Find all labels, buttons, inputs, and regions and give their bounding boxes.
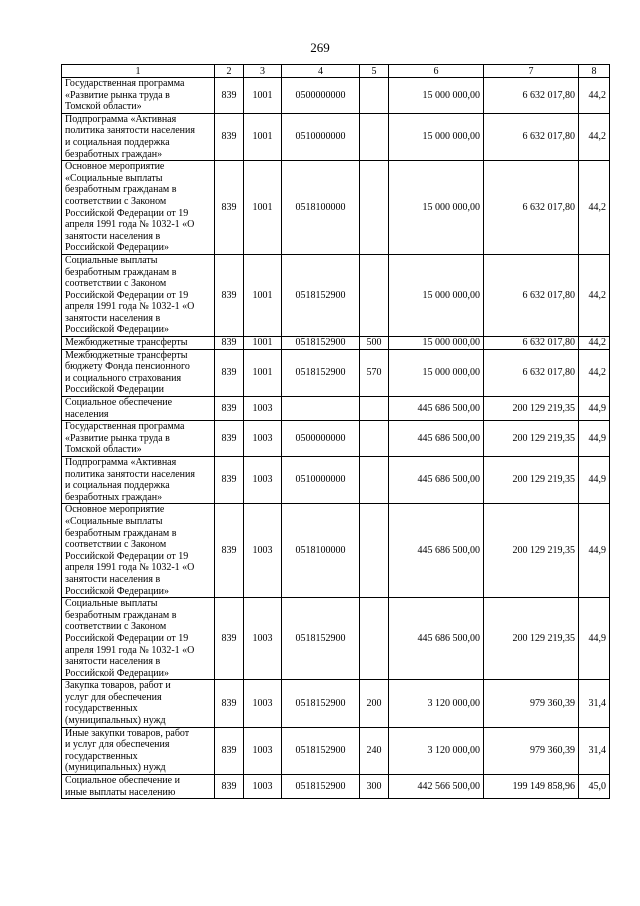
cell-name (62, 113, 215, 160)
cell-csr: 0518152900 (282, 598, 360, 680)
name-line: Российской Федерации от 19 (65, 207, 189, 219)
name-line: Российской Федерации» (65, 324, 170, 336)
name-line: (муниципальных) нужд (65, 715, 166, 727)
cell-percent: 44,2 (579, 161, 610, 255)
name-line: Томской области» (65, 101, 142, 113)
name-line: бюджету Фонда пенсионного (65, 361, 190, 373)
table-row (62, 254, 610, 336)
table-row (62, 113, 610, 160)
table-row (62, 727, 610, 774)
cell-name (62, 457, 215, 504)
cell-percent: 44,2 (579, 78, 610, 114)
cell-rz: 1003 (244, 504, 282, 598)
cell-plan: 15 000 000,00 (389, 337, 484, 350)
name-line: Межбюджетные трансферты (65, 337, 188, 349)
name-line: Российской Федерации» (65, 667, 170, 679)
name-line: Основное мероприятие (65, 161, 165, 173)
name-line: Подпрограмма «Активная (65, 457, 177, 468)
cell-gr: 839 (215, 254, 244, 336)
cell-percent: 44,9 (579, 457, 610, 504)
table-row (62, 457, 610, 504)
cell-rz: 1001 (244, 349, 282, 396)
cell-fact: 200 129 219,35 (484, 457, 579, 504)
name-line: Российской Федерации» (65, 242, 170, 254)
name-line: занятости населения в (65, 230, 161, 242)
cell-vr: 200 (360, 680, 389, 727)
name-line: иные выплаты населению (65, 786, 176, 798)
cell-fact: 6 632 017,80 (484, 349, 579, 396)
cell-fact: 199 149 858,96 (484, 775, 579, 799)
cell-rz: 1001 (244, 254, 282, 336)
header-cell: 1 (62, 65, 215, 78)
table-row (62, 504, 610, 598)
header-cell: 8 (579, 65, 610, 78)
cell-csr: 0518100000 (282, 504, 360, 598)
table-body (62, 78, 610, 799)
cell-name (62, 504, 215, 598)
cell-fact: 6 632 017,80 (484, 78, 579, 114)
name-line: безработных граждан» (65, 491, 163, 503)
name-line: (муниципальных) нужд (65, 762, 166, 774)
cell-vr (360, 504, 389, 598)
cell-percent: 31,4 (579, 680, 610, 727)
cell-csr: 0510000000 (282, 457, 360, 504)
cell-percent: 44,9 (579, 598, 610, 680)
name-line: безработным гражданам в (65, 609, 177, 621)
name-line: Иные закупки товаров, работ (65, 727, 190, 739)
cell-vr: 240 (360, 727, 389, 774)
page-number: 269 (310, 40, 330, 55)
cell-fact: 6 632 017,80 (484, 337, 579, 350)
cell-percent: 45,0 (579, 775, 610, 799)
cell-vr: 570 (360, 349, 389, 396)
name-line: соответствии с Законом (65, 539, 167, 551)
budget-table (61, 64, 610, 799)
cell-vr (360, 161, 389, 255)
cell-csr: 0500000000 (282, 78, 360, 114)
name-line: занятости населения в (65, 656, 161, 668)
name-line: апреля 1991 года № 1032-1 «О (65, 219, 195, 231)
cell-csr: 0518152900 (282, 727, 360, 774)
header-cell: 4 (282, 65, 360, 78)
table-row (62, 349, 610, 396)
cell-percent: 44,9 (579, 397, 610, 421)
cell-plan: 445 686 500,00 (389, 504, 484, 598)
cell-rz: 1003 (244, 457, 282, 504)
name-line: «Развитие рынка труда в (65, 89, 170, 101)
cell-gr: 839 (215, 421, 244, 457)
cell-gr: 839 (215, 113, 244, 160)
cell-percent: 44,2 (579, 254, 610, 336)
table-row (62, 397, 610, 421)
name-line: Межбюджетные трансферты (65, 349, 188, 361)
name-line: Социальные выплаты (65, 254, 158, 266)
name-line: «Развитие рынка труда в (65, 432, 170, 444)
name-line: государственных (65, 703, 138, 715)
cell-vr (360, 113, 389, 160)
name-line: «Социальные выплаты (65, 172, 163, 184)
name-line: Российской Федерации от 19 (65, 550, 189, 562)
cell-gr: 839 (215, 598, 244, 680)
cell-rz: 1001 (244, 337, 282, 350)
cell-vr (360, 421, 389, 457)
cell-fact: 979 360,39 (484, 680, 579, 727)
cell-fact: 200 129 219,35 (484, 421, 579, 457)
cell-vr (360, 598, 389, 680)
cell-csr: 0518152900 (282, 337, 360, 350)
cell-gr: 839 (215, 457, 244, 504)
cell-csr: 0518152900 (282, 680, 360, 727)
cell-fact: 6 632 017,80 (484, 113, 579, 160)
cell-plan: 15 000 000,00 (389, 161, 484, 255)
header-row (62, 65, 610, 78)
cell-fact: 200 129 219,35 (484, 598, 579, 680)
name-line: и социальная поддержка (65, 136, 170, 148)
name-line: и социального страхования (65, 372, 182, 384)
cell-gr: 839 (215, 161, 244, 255)
name-line: апреля 1991 года № 1032-1 «О (65, 562, 195, 574)
cell-fact: 6 632 017,80 (484, 254, 579, 336)
cell-name (62, 161, 215, 255)
name-line: Государственная программа (65, 78, 185, 89)
cell-rz: 1003 (244, 421, 282, 457)
table-row (62, 598, 610, 680)
cell-csr: 0500000000 (282, 421, 360, 457)
name-line: апреля 1991 года № 1032-1 «О (65, 644, 195, 656)
cell-name (62, 727, 215, 774)
cell-name (62, 349, 215, 396)
cell-fact: 200 129 219,35 (484, 504, 579, 598)
cell-fact: 979 360,39 (484, 727, 579, 774)
name-line: и социальная поддержка (65, 480, 170, 492)
cell-gr: 839 (215, 78, 244, 114)
cell-gr: 839 (215, 727, 244, 774)
cell-vr (360, 457, 389, 504)
header-cell: 6 (389, 65, 484, 78)
cell-rz: 1003 (244, 397, 282, 421)
name-line: государственных (65, 750, 138, 762)
cell-name (62, 421, 215, 457)
cell-percent: 31,4 (579, 727, 610, 774)
name-line: безработным гражданам в (65, 184, 177, 196)
cell-name (62, 78, 215, 114)
cell-plan: 15 000 000,00 (389, 78, 484, 114)
name-line: соответствии с Законом (65, 621, 167, 633)
header-cell: 7 (484, 65, 579, 78)
name-line: Социальные выплаты (65, 598, 158, 610)
table-row (62, 337, 610, 350)
name-line: Российской Федерации от 19 (65, 289, 189, 301)
table-row (62, 161, 610, 255)
cell-csr: 0518152900 (282, 254, 360, 336)
cell-fact: 200 129 219,35 (484, 397, 579, 421)
cell-gr: 839 (215, 680, 244, 727)
cell-plan: 445 686 500,00 (389, 397, 484, 421)
cell-vr: 500 (360, 337, 389, 350)
name-line: и услуг для обеспечения (65, 739, 170, 751)
cell-percent: 44,9 (579, 421, 610, 457)
name-line: безработных граждан» (65, 148, 163, 160)
cell-plan: 445 686 500,00 (389, 421, 484, 457)
cell-name (62, 397, 215, 421)
name-line: «Социальные выплаты (65, 515, 163, 527)
name-line: апреля 1991 года № 1032-1 «О (65, 301, 195, 313)
name-line: политика занятости населения (65, 468, 195, 480)
cell-name (62, 775, 215, 799)
header-cell: 2 (215, 65, 244, 78)
name-line: Российской Федерации (65, 384, 165, 396)
cell-plan: 442 566 500,00 (389, 775, 484, 799)
cell-vr (360, 397, 389, 421)
header-cell: 5 (360, 65, 389, 78)
cell-plan: 15 000 000,00 (389, 349, 484, 396)
name-line: соответствии с Законом (65, 195, 167, 207)
cell-vr (360, 78, 389, 114)
cell-percent: 44,2 (579, 337, 610, 350)
name-line: Российской Федерации» (65, 585, 170, 597)
name-line: безработным гражданам в (65, 527, 177, 539)
cell-rz: 1003 (244, 680, 282, 727)
cell-fact: 6 632 017,80 (484, 161, 579, 255)
table-row (62, 421, 610, 457)
cell-plan: 15 000 000,00 (389, 113, 484, 160)
cell-gr: 839 (215, 775, 244, 799)
name-line: населения (65, 408, 109, 420)
name-line: Томской области» (65, 444, 142, 456)
cell-plan: 3 120 000,00 (389, 727, 484, 774)
name-line: Закупка товаров, работ и (65, 680, 171, 692)
cell-rz: 1003 (244, 598, 282, 680)
cell-rz: 1003 (244, 727, 282, 774)
cell-name (62, 337, 215, 350)
cell-rz: 1001 (244, 113, 282, 160)
cell-percent: 44,2 (579, 113, 610, 160)
cell-name (62, 680, 215, 727)
name-line: Российской Федерации от 19 (65, 632, 189, 644)
cell-csr: 0518152900 (282, 349, 360, 396)
name-line: занятости населения в (65, 573, 161, 585)
name-line: услуг для обеспечения (65, 691, 162, 703)
cell-plan: 3 120 000,00 (389, 680, 484, 727)
cell-gr: 839 (215, 397, 244, 421)
cell-plan: 445 686 500,00 (389, 457, 484, 504)
name-line: соответствии с Законом (65, 278, 167, 290)
name-line: Основное мероприятие (65, 504, 165, 516)
cell-vr (360, 254, 389, 336)
cell-name (62, 598, 215, 680)
cell-rz: 1003 (244, 775, 282, 799)
name-line: политика занятости населения (65, 125, 195, 137)
table-row (62, 775, 610, 799)
cell-plan: 15 000 000,00 (389, 254, 484, 336)
cell-csr: 0510000000 (282, 113, 360, 160)
cell-rz: 1001 (244, 78, 282, 114)
cell-gr: 839 (215, 349, 244, 396)
cell-name (62, 254, 215, 336)
cell-vr: 300 (360, 775, 389, 799)
name-line: Государственная программа (65, 421, 185, 433)
cell-gr: 839 (215, 337, 244, 350)
name-line: Социальное обеспечение и (65, 775, 180, 787)
cell-csr: 0518152900 (282, 775, 360, 799)
table-row (62, 78, 610, 114)
cell-csr: 0518100000 (282, 161, 360, 255)
cell-plan: 445 686 500,00 (389, 598, 484, 680)
cell-gr: 839 (215, 504, 244, 598)
cell-rz: 1001 (244, 161, 282, 255)
name-line: Социальное обеспечение (65, 397, 173, 409)
name-line: занятости населения в (65, 312, 161, 324)
name-line: Подпрограмма «Активная (65, 113, 177, 125)
cell-percent: 44,9 (579, 504, 610, 598)
header-cell: 3 (244, 65, 282, 78)
table-row (62, 680, 610, 727)
name-line: безработным гражданам в (65, 266, 177, 278)
cell-csr (282, 397, 360, 421)
cell-percent: 44,2 (579, 349, 610, 396)
